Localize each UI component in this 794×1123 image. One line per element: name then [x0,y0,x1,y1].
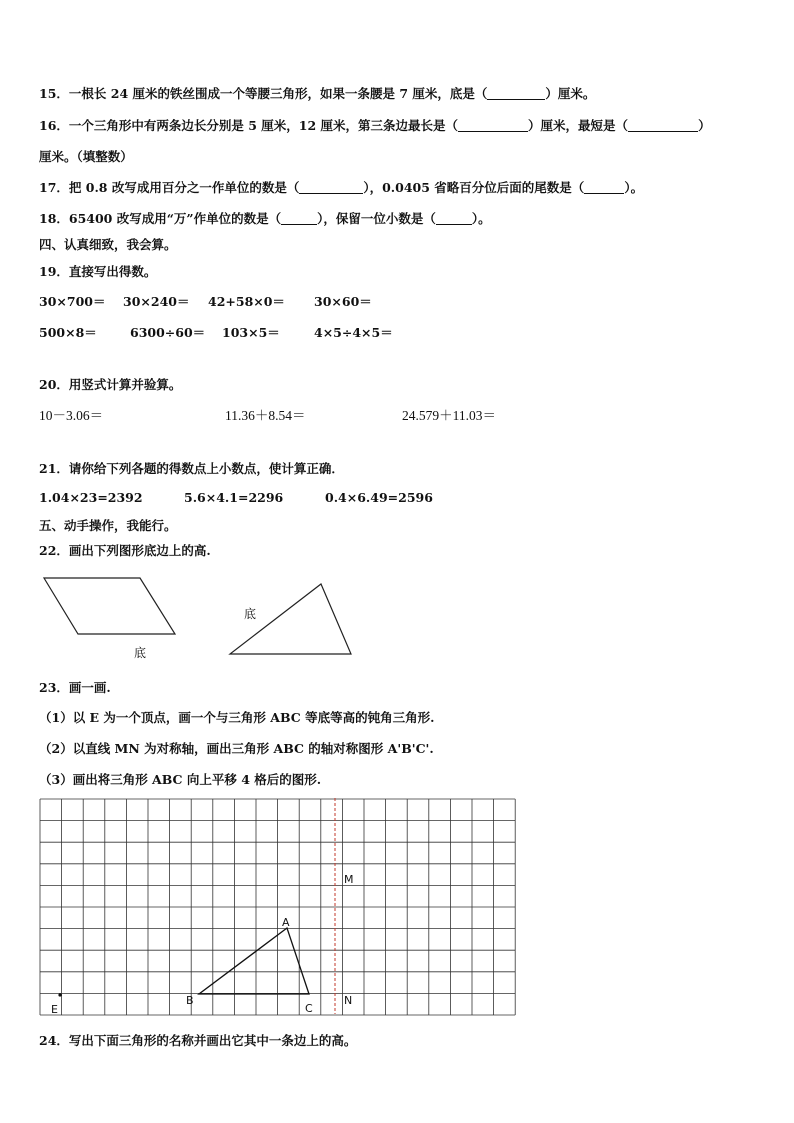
question-23-title: 23．画一画. [39,680,111,695]
answer-blank[interactable] [436,212,472,225]
oral-calc-item: 500×8＝ [39,325,97,340]
question-15: 15．一根长 24 厘米的铁丝围成一个等腰三角形，如果一条腰是 7 厘米，底是（ ）厘米。 [39,86,596,101]
question-24-title: 24．写出下面三角形的名称并画出它其中一条边上的高。 [39,1033,357,1048]
decimal-point-item: 5.6×4.1=2296 [184,490,284,505]
square-grid[interactable] [39,798,519,1018]
section-heading-4: 四、认真细致，我会算。 [39,237,177,252]
question-16-continued: 厘米。（填整数） [39,149,133,164]
question-19-title: 19．直接写出得数。 [39,264,157,279]
grid-lines [40,799,515,1015]
question-22-title: 22．画出下列图形底边上的高. [39,543,211,558]
parallelogram-base-label: 底 [134,646,147,660]
point-label-m: M [344,873,354,886]
point-label-b: B [186,994,194,1007]
question-21-title: 21．请你给下列各题的得数点上小数点，使计算正确． [39,461,344,476]
triangle-abc[interactable] [199,928,309,994]
point-label-a: A [282,916,290,929]
vertical-calc-item: 24.579＋11.03＝ [402,408,496,423]
point-label-e: E [51,1003,58,1016]
answer-blank[interactable] [584,181,624,194]
oral-calc-item: 42+58×0＝ [208,294,285,309]
point-label-c: C [305,1002,313,1015]
oral-calc-item: 30×60＝ [314,294,372,309]
section-heading-5: 五、动手操作，我能行。 [39,518,177,533]
oral-calc-item: 4×5÷4×5＝ [314,325,393,340]
oral-calc-item: 30×240＝ [123,294,190,309]
answer-blank[interactable] [458,119,528,132]
answer-blank[interactable] [628,119,698,132]
question-16: 16．一个三角形中有两条边长分别是 5 厘米，12 厘米，第三条边最长是（ ）厘米，最短是（ ） [39,118,711,133]
point-e[interactable] [58,993,61,996]
decimal-point-item: 0.4×6.49=2596 [325,490,433,505]
answer-blank[interactable] [281,212,317,225]
question-23-part-2: （2）以直线 MN 为对称轴，画出三角形 ABC 的轴对称图形 A'B'C'. [39,741,434,756]
point-label-n: N [344,994,353,1007]
vertical-calc-item: 11.36＋8.54＝ [225,408,306,423]
answer-blank[interactable] [299,181,363,194]
oral-calc-item: 30×700＝ [39,294,106,309]
question-20-title: 20．用竖式计算并验算。 [39,377,182,392]
question-18: 18．65400 改写成用“万”作单位的数是（ ），保留一位小数是（ ）。 [39,211,491,226]
question-22-figures [30,570,370,665]
triangle-base-label: 底 [244,607,257,621]
question-17: 17．把 0.8 改写成用百分之一作单位的数是（ ），0.0405 省略百分位后面的尾数是（ ）。 [39,180,644,195]
parallelogram-shape[interactable] [44,578,175,634]
decimal-point-item: 1.04×23=2392 [39,490,143,505]
oral-calc-item: 103×5＝ [222,325,280,340]
oral-calc-item: 6300÷60＝ [130,325,206,340]
vertical-calc-item: 10－3.06＝ [39,408,104,423]
answer-blank[interactable] [487,87,545,100]
question-23-part-3: （3）画出将三角形 ABC 向上平移 4 格后的图形. [39,772,322,787]
question-23-part-1: （1）以 E 为一个顶点，画一个与三角形 ABC 等底等高的钝角三角形. [39,710,435,725]
